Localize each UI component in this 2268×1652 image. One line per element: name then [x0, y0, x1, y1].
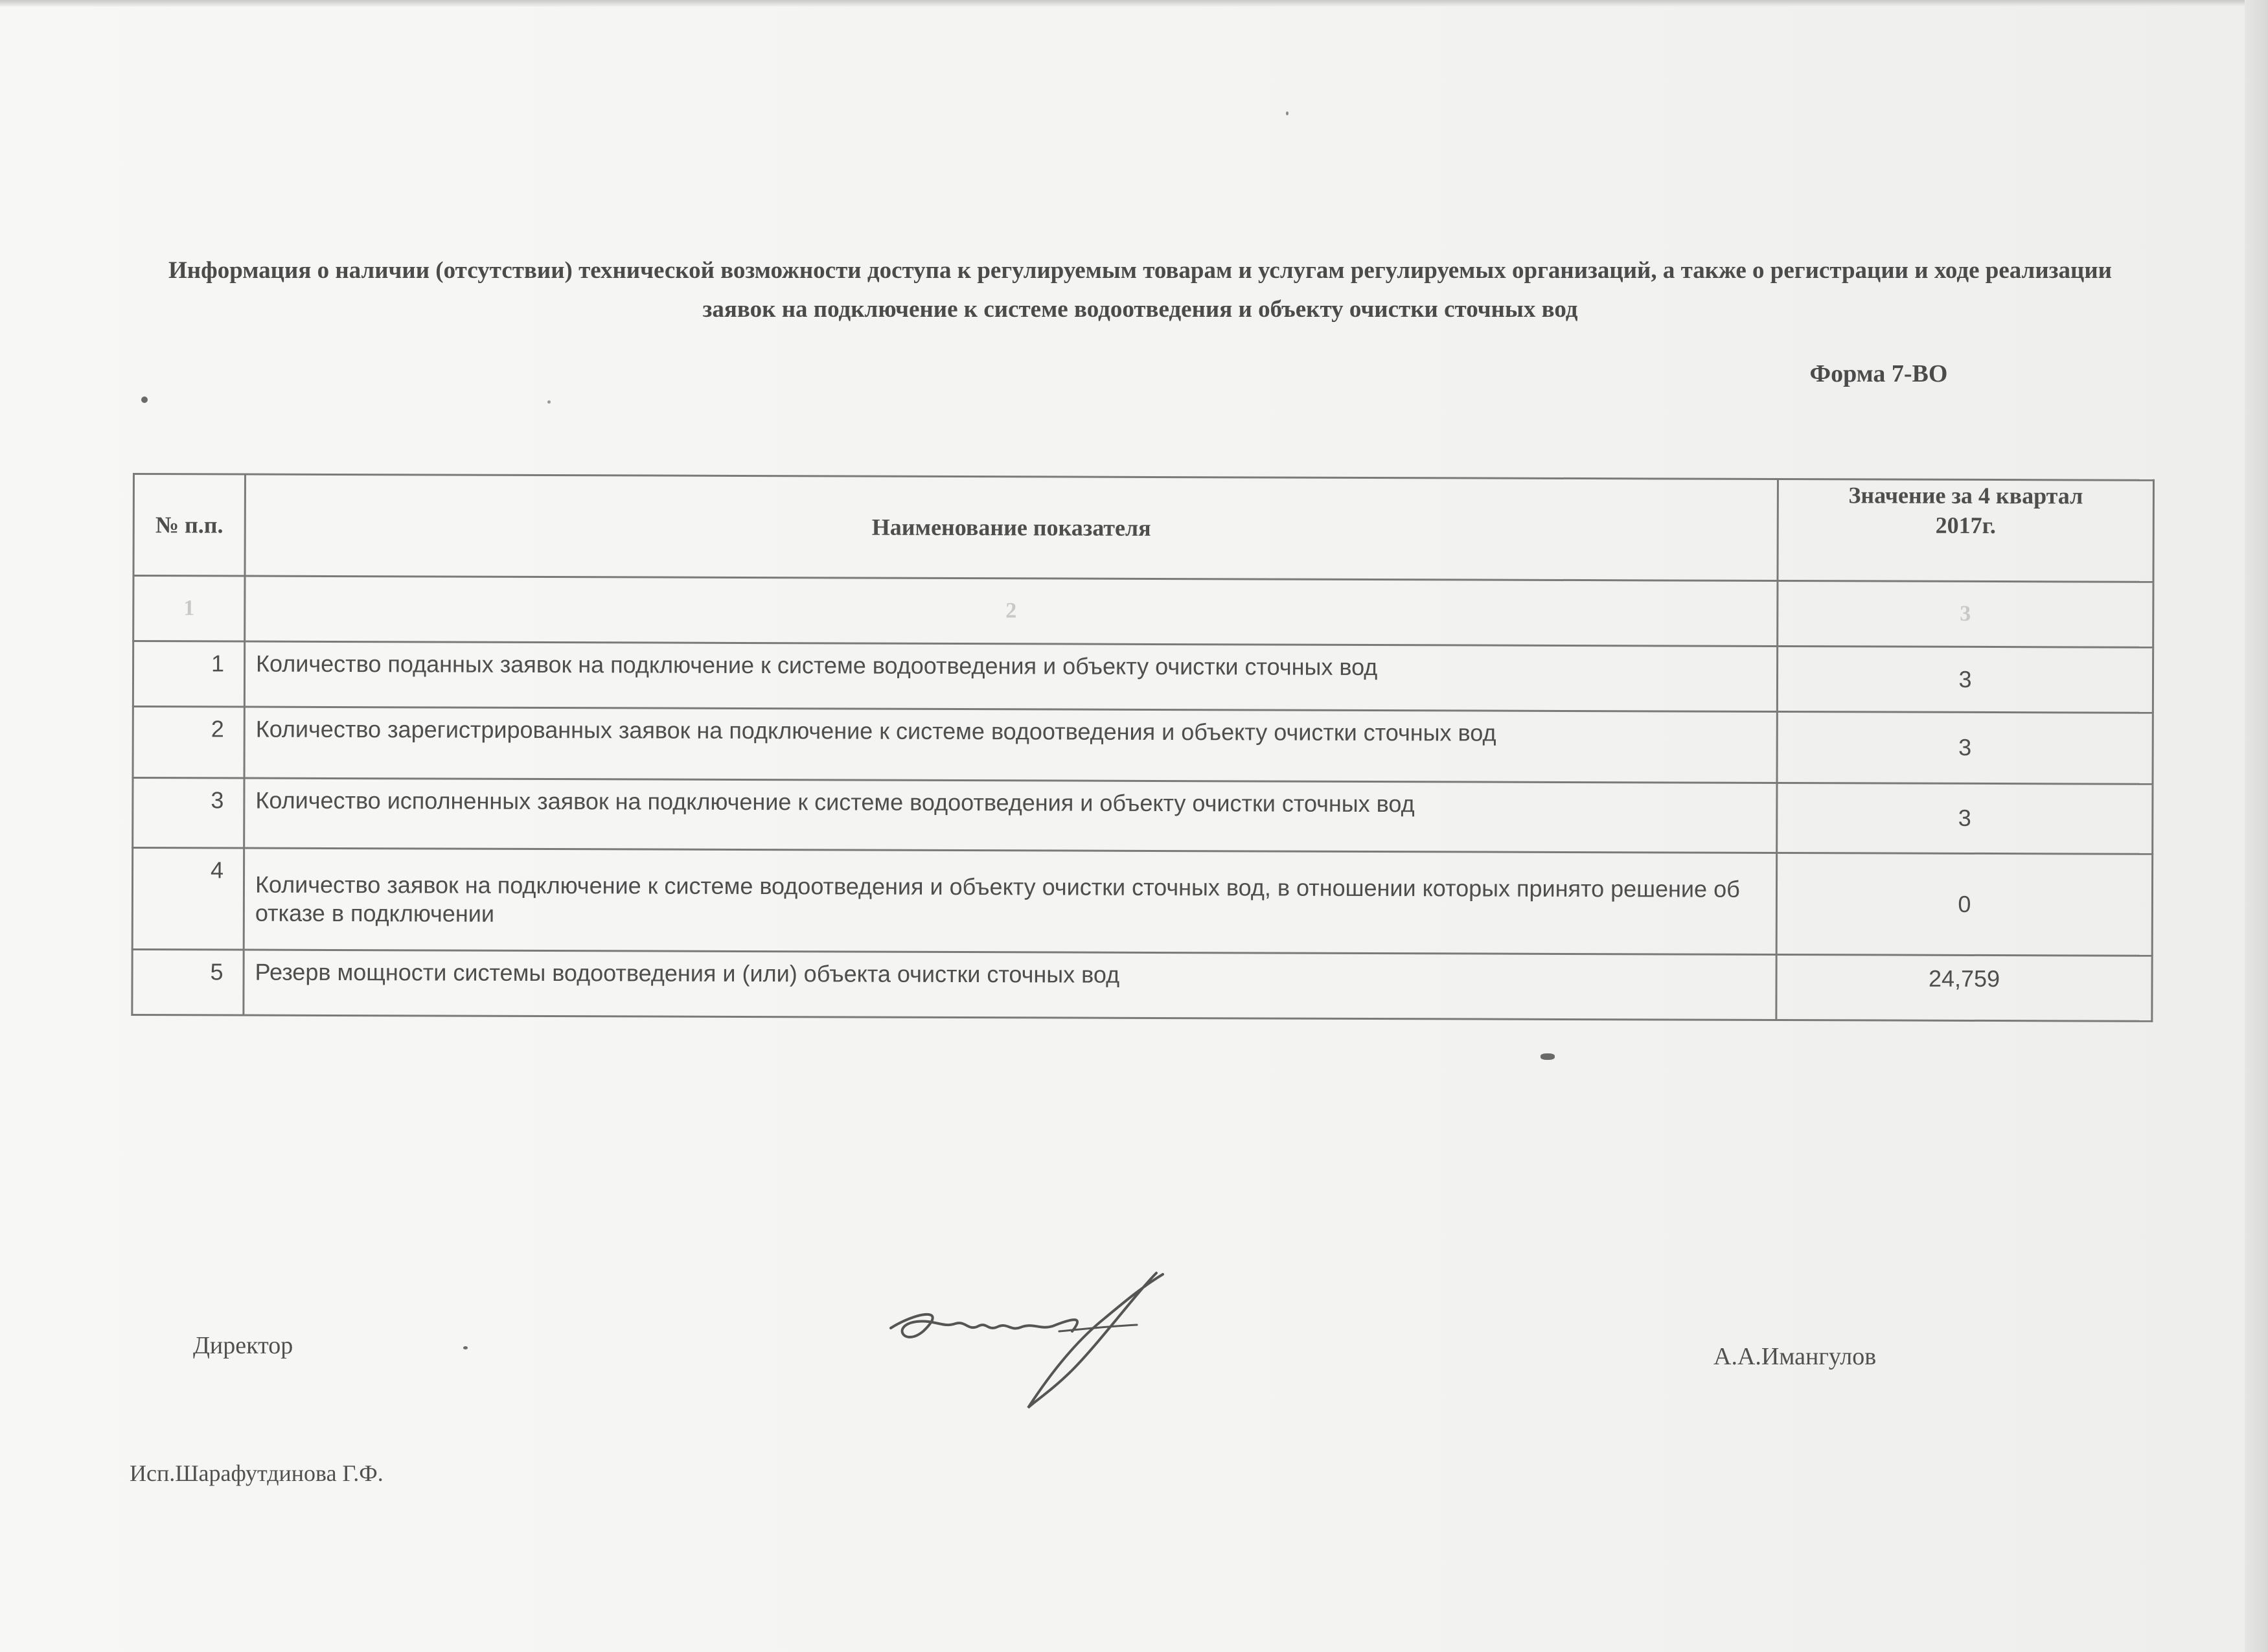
- column-index-row: [133, 575, 2153, 647]
- indicator-name: Количество заявок на подключение к системе водоотведения и объекту очистки сточных вод, в отношении которых принято решение об отказе в подключении: [244, 848, 1776, 954]
- scan-speck: [1541, 1053, 1555, 1060]
- scan-speck: [547, 400, 551, 404]
- signatory-position: Директор: [193, 1332, 293, 1359]
- table-row: [133, 777, 2153, 854]
- form-code: Форма 7-ВО: [1809, 360, 1948, 387]
- index-cell: 3: [1778, 580, 2153, 647]
- row-number: 1: [133, 641, 244, 707]
- page-top-edge: [0, 0, 2268, 6]
- indicator-name: Количество исполненных заявок на подключение к системе водоотведения и объекту очистки сточных вод: [244, 778, 1777, 853]
- table-row: [133, 641, 2153, 713]
- document-title: Информация о наличии (отсутствии) технической возможности доступа к регулируемым товарам и услугам регулируемых организаций, а также о регистрации и ходе реализации заявок на подключение к системе водоотведения и объекту очистки сточных вод: [168, 257, 2112, 323]
- indicator-value: 0: [1776, 853, 2152, 956]
- scan-speck: [1286, 111, 1289, 115]
- executor-name: Исп.Шарафутдинова Г.Ф.: [130, 1460, 384, 1486]
- scan-speck: [141, 396, 148, 403]
- indicator-name: Количество поданных заявок на подключение к системе водоотведения и объекту очистки сточных вод: [244, 641, 1777, 712]
- index-cell: 1: [133, 575, 245, 641]
- indicator-value: 24,759: [1776, 954, 2152, 1021]
- indicator-name: Количество зарегистрированных заявок на подключение к системе водоотведения и объекту очистки сточных вод: [244, 707, 1777, 783]
- table-row: [133, 707, 2153, 784]
- header-value: Значение за 4 квартал 2017г.: [1778, 479, 2153, 582]
- indicator-value: 3: [1777, 712, 2153, 784]
- index-cell: 2: [245, 576, 1778, 647]
- handwritten-signature: [878, 1267, 1189, 1412]
- indicator-value: 3: [1777, 783, 2153, 854]
- table-header-row: [133, 474, 2153, 582]
- table-row: [132, 949, 2152, 1021]
- row-number: 2: [133, 707, 244, 778]
- header-num: № п.п.: [133, 474, 245, 576]
- scan-speck: [463, 1346, 468, 1349]
- signatory-name: А.А.Имангулов: [1713, 1343, 1877, 1370]
- page-right-edge: [2245, 0, 2268, 1652]
- row-number: 3: [133, 777, 244, 848]
- table-row: [132, 847, 2152, 956]
- indicator-name: Резерв мощности системы водоотведения и (или) объекта очистки сточных вод: [244, 950, 1776, 1020]
- indicators-table: [131, 473, 2155, 1022]
- header-name: Наименование показателя: [245, 474, 1778, 580]
- indicator-value: 3: [1777, 647, 2153, 713]
- row-number: 4: [132, 847, 244, 949]
- row-number: 5: [132, 949, 244, 1015]
